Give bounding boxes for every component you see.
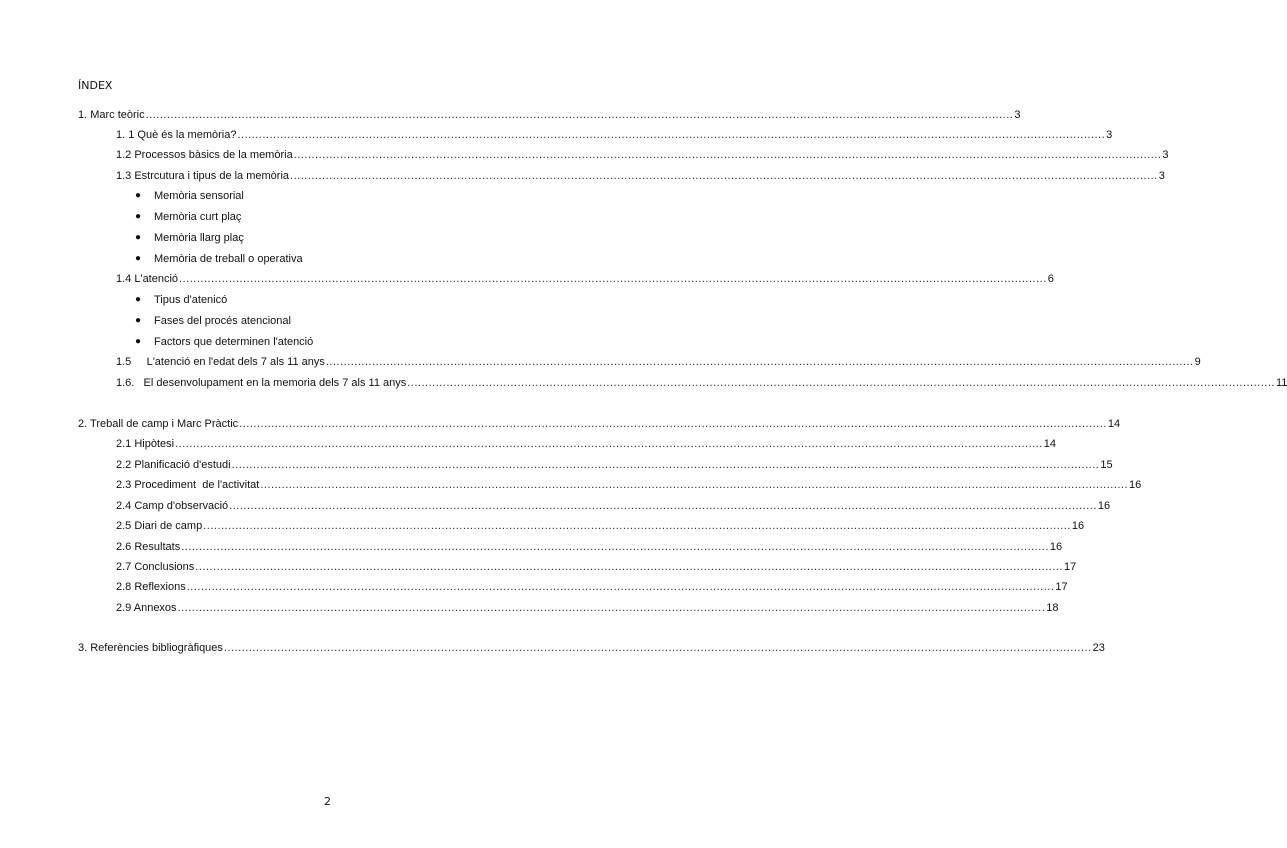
toc-entry-label: 2.2 Planificació d'estudi bbox=[116, 459, 231, 471]
toc-leader: .................................................................................................................................................................................................................................................... bbox=[237, 129, 1106, 141]
toc-page-number: 14 bbox=[1107, 418, 1121, 430]
toc-bullet-label: Memòria curt plaç bbox=[154, 211, 242, 223]
bullet-icon: ● bbox=[135, 211, 142, 222]
toc-page-number: 11 bbox=[1275, 377, 1287, 389]
toc-page-number: 9 bbox=[1194, 356, 1201, 368]
toc-leader: .................................................................................................................................................................................................................................................... bbox=[293, 149, 1162, 161]
toc-leader: .................................................................................................................................................................................................................................................... bbox=[223, 642, 1092, 654]
toc-bullet-label: Factors que determinen l'atenció bbox=[154, 336, 314, 348]
toc-entry-2-5[interactable] bbox=[116, 519, 1085, 533]
page-number: 2 bbox=[324, 795, 331, 808]
toc-entry-2-6[interactable] bbox=[116, 540, 1063, 554]
toc-leader: .................................................................................................................................................................................................................................................... bbox=[195, 561, 1063, 573]
toc-page-number: 15 bbox=[1100, 459, 1113, 471]
toc-page-number: 3 bbox=[1106, 129, 1113, 141]
page-title: ÍNDEX bbox=[78, 79, 113, 92]
toc-entry-label: 2.5 Diari de camp bbox=[116, 520, 203, 532]
toc-entry-label: 2.6 Resultats bbox=[116, 541, 181, 553]
toc-leader: .................................................................................................................................................................................................................................................... bbox=[229, 500, 1097, 512]
toc-leader: .................................................................................................................................................................................................................................................... bbox=[186, 581, 1055, 593]
toc-entry-1-2[interactable] bbox=[116, 148, 1169, 162]
toc-entry-1-6[interactable] bbox=[116, 376, 1287, 390]
toc-entry-label: 2.9 Annexos bbox=[116, 602, 177, 614]
toc-entry-2-1[interactable] bbox=[116, 437, 1057, 451]
toc-entry-1[interactable] bbox=[78, 108, 1021, 122]
toc-page-number: 16 bbox=[1097, 500, 1111, 512]
toc-entry-label: 3. Referències bibliogràfiques bbox=[78, 642, 223, 654]
toc-entry-label: 2.7 Conclusions bbox=[116, 561, 195, 573]
toc-entry-2-9[interactable] bbox=[116, 601, 1059, 615]
toc-leader: .................................................................................................................................................................................................................................................... bbox=[203, 520, 1071, 532]
toc-entry-label: 2.1 Hipòtesi bbox=[116, 438, 175, 450]
bullet-icon: ● bbox=[135, 190, 142, 201]
toc-entry-label: 1.4 L'atenció bbox=[116, 273, 179, 285]
toc-page-number: 3 bbox=[1158, 170, 1165, 182]
toc-entry-2-3[interactable] bbox=[116, 478, 1142, 492]
toc-bullet-label: Tipus d'atenicó bbox=[154, 294, 228, 306]
toc-page-number: 16 bbox=[1049, 541, 1063, 553]
bullet-icon: ● bbox=[135, 294, 142, 305]
toc-entry-label: 1.2 Processos bàsics de la memòria bbox=[116, 149, 293, 161]
toc-entry-label: 1.3 Estrcutura i tipus de la memòria bbox=[116, 170, 290, 182]
toc-entry-label: 1. 1 Què és la memòria? bbox=[116, 129, 237, 141]
bullet-icon: ● bbox=[135, 232, 142, 243]
toc-page-number: 23 bbox=[1092, 642, 1105, 654]
toc-leader: .................................................................................................................................................................................................................................................... bbox=[177, 602, 1046, 614]
toc-entry-label: 1.6. El desenvolupament en la memoria dels 7 als 11 anys bbox=[116, 377, 407, 389]
toc-entry-1-5[interactable] bbox=[116, 355, 1201, 369]
toc-page-number: 17 bbox=[1063, 561, 1077, 573]
bullet-icon: ● bbox=[135, 315, 142, 326]
toc-entry-2-7[interactable] bbox=[116, 560, 1077, 574]
toc-entry-label: 2.8 Reflexions bbox=[116, 581, 186, 593]
toc-page-number: 16 bbox=[1071, 520, 1085, 532]
toc-entry-2-8[interactable] bbox=[116, 580, 1068, 594]
toc-entry-label: 1.5 L'atenció en l'edat dels 7 als 11 anys bbox=[116, 356, 325, 368]
bullet-icon: ● bbox=[135, 336, 142, 347]
toc-leader: .................................................................................................................................................................................................................................................... bbox=[181, 541, 1049, 553]
toc-bullet-label: Fases del procés atencional bbox=[154, 315, 291, 327]
toc-leader: .................................................................................................................................................................................................................................................... bbox=[290, 170, 1158, 182]
toc-page-number: 18 bbox=[1046, 602, 1059, 614]
toc-leader: .................................................................................................................................................................................................................................................... bbox=[179, 273, 1047, 285]
toc-leader: .................................................................................................................................................................................................................................................... bbox=[260, 479, 1129, 491]
toc-entry-1-1[interactable] bbox=[116, 128, 1113, 142]
toc-bullet-label: Memòria de treball o operativa bbox=[154, 253, 303, 265]
toc-page-number: 14 bbox=[1043, 438, 1057, 450]
toc-bullet-label: Memòria sensorial bbox=[154, 190, 244, 202]
toc-entry-2-2[interactable] bbox=[116, 458, 1113, 472]
bullet-icon: ● bbox=[135, 253, 142, 264]
toc-leader: .................................................................................................................................................................................................................................................... bbox=[231, 459, 1100, 471]
toc-leader: .................................................................................................................................................................................................................................................... bbox=[239, 418, 1107, 430]
toc-entry-3[interactable] bbox=[78, 641, 1105, 655]
toc-leader: .................................................................................................................................................................................................................................................... bbox=[145, 109, 1014, 121]
toc-entry-2-4[interactable] bbox=[116, 499, 1111, 513]
toc-bullet-label: Memòria llarg plaç bbox=[154, 232, 244, 244]
toc-leader: .................................................................................................................................................................................................................................................... bbox=[407, 377, 1275, 389]
toc-page-number: 16 bbox=[1129, 479, 1142, 491]
toc-page-number: 3 bbox=[1014, 109, 1021, 121]
toc-entry-label: 2.4 Camp d'observació bbox=[116, 500, 229, 512]
toc-entry-1-4[interactable] bbox=[116, 272, 1054, 286]
toc-entry-2[interactable] bbox=[78, 417, 1121, 431]
toc-entry-label: 2.3 Procediment de l'activitat bbox=[116, 479, 260, 491]
toc-page-number: 3 bbox=[1162, 149, 1169, 161]
toc-leader: .................................................................................................................................................................................................................................................... bbox=[175, 438, 1043, 450]
toc-entry-1-3[interactable] bbox=[116, 169, 1165, 183]
toc-page-number: 6 bbox=[1047, 273, 1054, 285]
toc-leader: .................................................................................................................................................................................................................................................... bbox=[325, 356, 1194, 368]
toc-page-number: 17 bbox=[1055, 581, 1068, 593]
toc-entry-label: 2. Treball de camp i Marc Pràctic bbox=[78, 418, 239, 430]
toc-entry-label: 1. Marc teòric bbox=[78, 109, 145, 121]
